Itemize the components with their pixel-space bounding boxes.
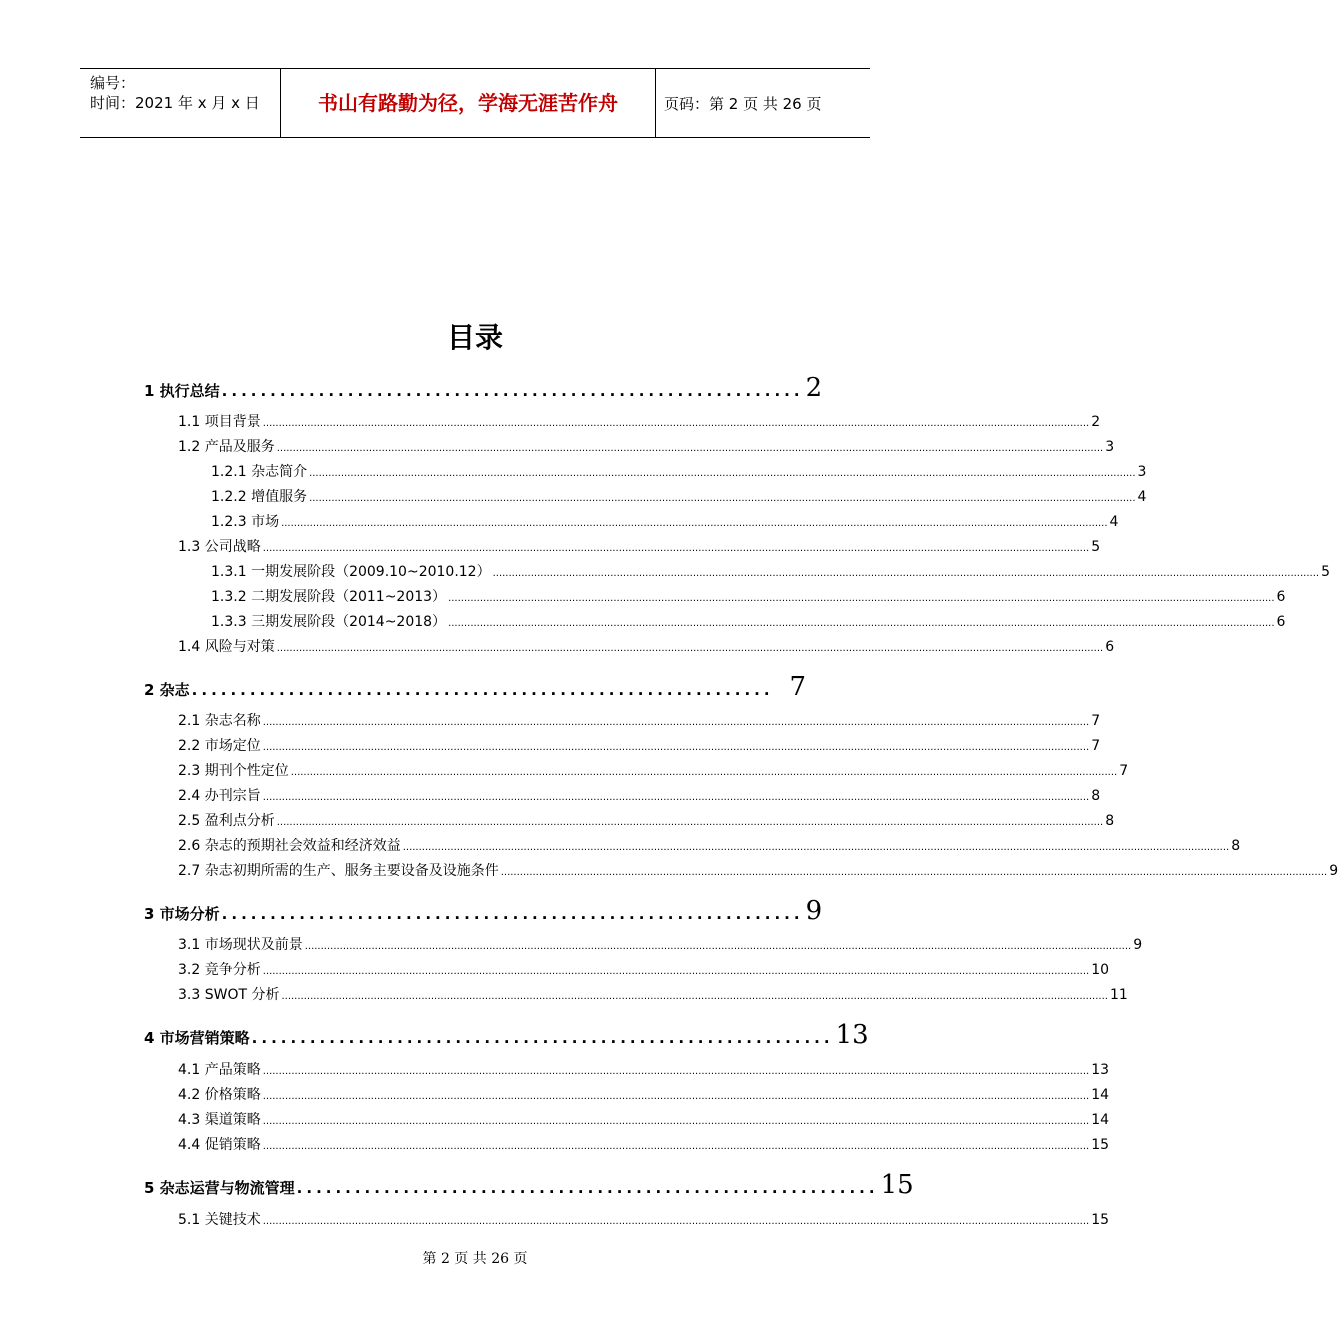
toc-leader-dots: ............................................................ [296, 1179, 879, 1197]
page-footer: 第 2 页 共 26 页 [422, 1251, 528, 1267]
toc-entry[interactable] [178, 1209, 1110, 1229]
toc-leader-dots: .................................................................................................................................................................................................................................................................... [281, 991, 1108, 1002]
header-motto: 书山有路勤为径，学海无涯苦作舟 [280, 69, 656, 137]
toc-entry-label: 2.1 杂志名称 [178, 713, 261, 729]
toc-entry-label: 1.2.1 杂志简介 [211, 464, 308, 480]
toc-entry-label: 2.3 期刊个性定位 [178, 763, 289, 779]
toc-entry-label: 2 杂志 [144, 681, 190, 699]
toc-entry-page: 10 [1091, 962, 1110, 978]
toc-entry-page: 14 [1091, 1087, 1110, 1103]
toc-entry[interactable] [178, 636, 1115, 656]
toc-entry[interactable] [211, 511, 1119, 531]
toc-entry-page: 8 [1105, 813, 1115, 829]
toc-leader-dots: .................................................................................................................................................................................................................................................................... [309, 468, 1136, 479]
toc-leader-dots: .................................................................................................................................................................................................................................................................... [402, 842, 1230, 853]
toc-entry[interactable] [178, 1084, 1110, 1104]
toc-entry-label: 1.3 公司战略 [178, 539, 261, 555]
toc-entry-page: 13 [835, 1020, 869, 1050]
toc-entry[interactable] [211, 611, 1286, 631]
toc-entry-label: 1.2.2 增值服务 [211, 489, 308, 505]
toc-entry[interactable] [178, 785, 1101, 805]
toc-leader-dots: ............................................................ [221, 382, 804, 400]
toc-leader-dots: .................................................................................................................................................................................................................................................................... [290, 767, 1118, 778]
toc-entry-page: 15 [880, 1170, 914, 1200]
toc-entry-label: 1.2 产品及服务 [178, 439, 275, 455]
toc-entry[interactable] [144, 1020, 869, 1050]
toc-entry-label: 3.3 SWOT 分析 [178, 987, 280, 1003]
toc-leader-dots: .................................................................................................................................................................................................................................................................... [262, 1066, 1090, 1077]
toc-leader-dots: .................................................................................................................................................................................................................................................................... [262, 717, 1090, 728]
toc-leader-dots: .................................................................................................................................................................................................................................................................... [262, 1141, 1090, 1152]
toc-entry-page: 8 [1231, 838, 1241, 854]
toc-leader-dots: .................................................................................................................................................................................................................................................................... [262, 966, 1090, 977]
number-label: 编号： [90, 74, 136, 92]
toc-leader-dots: .................................................................................................................................................................................................................................................................... [262, 742, 1090, 753]
toc-entry-label: 4 市场营销策略 [144, 1029, 250, 1047]
toc-entry-page: 2 [805, 373, 823, 403]
toc-entry[interactable] [211, 561, 1330, 581]
toc-entry-label: 2.5 盈利点分析 [178, 813, 275, 829]
toc-entry-page: 5 [1091, 539, 1101, 555]
header-page-info: 页码：第 2 页 共 26 页 [664, 95, 822, 113]
toc-entry-page: 7 [1119, 763, 1129, 779]
toc-entry-page: 15 [1091, 1212, 1110, 1228]
toc-entry[interactable] [178, 1109, 1110, 1129]
toc-entry-page: 3 [1137, 464, 1147, 480]
toc-entry-label: 4.3 渠道策略 [178, 1112, 261, 1128]
toc-entry[interactable] [178, 710, 1101, 730]
toc-entry-page: 9 [1133, 937, 1143, 953]
toc-entry-label: 2.7 杂志初期所需的生产、服务主要设备及设施条件 [178, 863, 499, 879]
toc-entry-label: 1.2.3 市场 [211, 514, 280, 530]
toc-entry-label: 3.2 竞争分析 [178, 962, 261, 978]
toc-entry[interactable] [211, 461, 1147, 481]
toc-entry-label: 2.6 杂志的预期社会效益和经济效益 [178, 838, 401, 854]
toc-leader-dots: .................................................................................................................................................................................................................................................................... [262, 418, 1090, 429]
toc-entry-page: 14 [1091, 1112, 1110, 1128]
toc-entry[interactable] [178, 735, 1101, 755]
toc-entry-label: 3 市场分析 [144, 905, 220, 923]
toc-entry-page: 7 [1091, 738, 1101, 754]
toc-leader-dots: .................................................................................................................................................................................................................................................................... [276, 443, 1104, 454]
toc-leader-dots: .................................................................................................................................................................................................................................................................... [500, 867, 1328, 878]
toc-entry-label: 5 杂志运营与物流管理 [144, 1179, 295, 1197]
toc-entry-page: 6 [1105, 639, 1115, 655]
toc-entry-page: 2 [1091, 414, 1101, 430]
toc-leader-dots: .................................................................................................................................................................................................................................................................... [276, 817, 1104, 828]
toc-entry-label: 3.1 市场现状及前景 [178, 937, 303, 953]
toc-entry-page: 5 [1321, 564, 1330, 580]
toc-entry[interactable] [144, 373, 823, 403]
time-label: 时间：2021 年 x 月 x 日 [90, 94, 260, 112]
toc-entry[interactable] [178, 860, 1338, 880]
toc-entry[interactable] [178, 984, 1128, 1004]
toc-entry-page: 3 [1105, 439, 1115, 455]
toc-entry-page: 4 [1109, 514, 1119, 530]
toc-leader-dots: ............................................................ [221, 905, 804, 923]
toc-entry-page: 15 [1091, 1137, 1110, 1153]
toc-entry[interactable] [178, 411, 1101, 431]
toc-leader-dots: .................................................................................................................................................................................................................................................................... [309, 493, 1136, 504]
toc-entry-label: 4.4 促销策略 [178, 1137, 261, 1153]
toc-entry-page: 8 [1091, 788, 1101, 804]
toc-leader-dots: .................................................................................................................................................................................................................................................................... [262, 1091, 1090, 1102]
toc-leader-dots: .................................................................................................................................................................................................................................................................... [276, 643, 1104, 654]
toc-leader-dots: ............................................................ [191, 681, 774, 699]
toc-entry[interactable] [178, 1134, 1110, 1154]
toc-entry[interactable] [211, 486, 1147, 506]
toc-entry[interactable] [211, 586, 1286, 606]
toc-entry-label: 4.1 产品策略 [178, 1062, 261, 1078]
toc-entry-page: 6 [1276, 589, 1286, 605]
page-header [80, 68, 870, 138]
toc-leader-dots: .................................................................................................................................................................................................................................................................... [262, 1216, 1090, 1227]
toc-entry-label: 1.3.2 二期发展阶段（2011~2013） [211, 589, 447, 605]
toc-leader-dots: .................................................................................................................................................................................................................................................................... [281, 518, 1108, 529]
toc-title: 目录 [446, 321, 503, 354]
toc-entry[interactable] [178, 835, 1241, 855]
toc-entry[interactable] [178, 1059, 1110, 1079]
toc-entry[interactable] [178, 760, 1129, 780]
toc-entry-page: 13 [1091, 1062, 1110, 1078]
toc-entry-label: 2.4 办刊宗旨 [178, 788, 261, 804]
toc-entry-label: 4.2 价格策略 [178, 1087, 261, 1103]
toc-leader-dots: .................................................................................................................................................................................................................................................................... [304, 941, 1132, 952]
toc-entry-page: 4 [1137, 489, 1147, 505]
toc-entry[interactable] [178, 536, 1101, 556]
toc-entry-label: 2.2 市场定位 [178, 738, 261, 754]
toc-entry[interactable] [178, 959, 1110, 979]
toc-leader-dots: .................................................................................................................................................................................................................................................................... [448, 593, 1275, 604]
toc-entry[interactable] [144, 896, 823, 926]
toc-leader-dots: .................................................................................................................................................................................................................................................................... [448, 618, 1275, 629]
toc-entry-page: 7 [789, 672, 806, 702]
toc-entry-label: 5.1 关键技术 [178, 1212, 261, 1228]
toc-leader-dots: ............................................................ [251, 1029, 834, 1047]
toc-entry[interactable] [144, 672, 806, 702]
toc-entry-page: 9 [1329, 863, 1338, 879]
toc-entry-label: 1.3.1 一期发展阶段（2009.10~2010.12） [211, 564, 491, 580]
toc-entry-page: 9 [805, 896, 823, 926]
toc-entry-page: 6 [1276, 614, 1286, 630]
header-left [90, 73, 260, 113]
toc-entry-page: 11 [1109, 987, 1128, 1003]
toc-entry[interactable] [178, 810, 1115, 830]
toc-entry[interactable] [144, 1170, 914, 1200]
toc-entry-label: 1.3.3 三期发展阶段（2014~2018） [211, 614, 447, 630]
toc-leader-dots: .................................................................................................................................................................................................................................................................... [262, 543, 1090, 554]
toc-entry-label: 1 执行总结 [144, 382, 220, 400]
toc-leader-dots: .................................................................................................................................................................................................................................................................... [492, 568, 1320, 579]
toc-entry[interactable] [178, 436, 1115, 456]
toc-entry-label: 1.1 项目背景 [178, 414, 261, 430]
toc-entry-label: 1.4 风险与对策 [178, 639, 275, 655]
toc-leader-dots: .................................................................................................................................................................................................................................................................... [262, 1116, 1090, 1127]
toc-entry[interactable] [178, 934, 1143, 954]
toc-entry-page: 7 [1091, 713, 1101, 729]
toc-leader-dots: .................................................................................................................................................................................................................................................................... [262, 792, 1090, 803]
